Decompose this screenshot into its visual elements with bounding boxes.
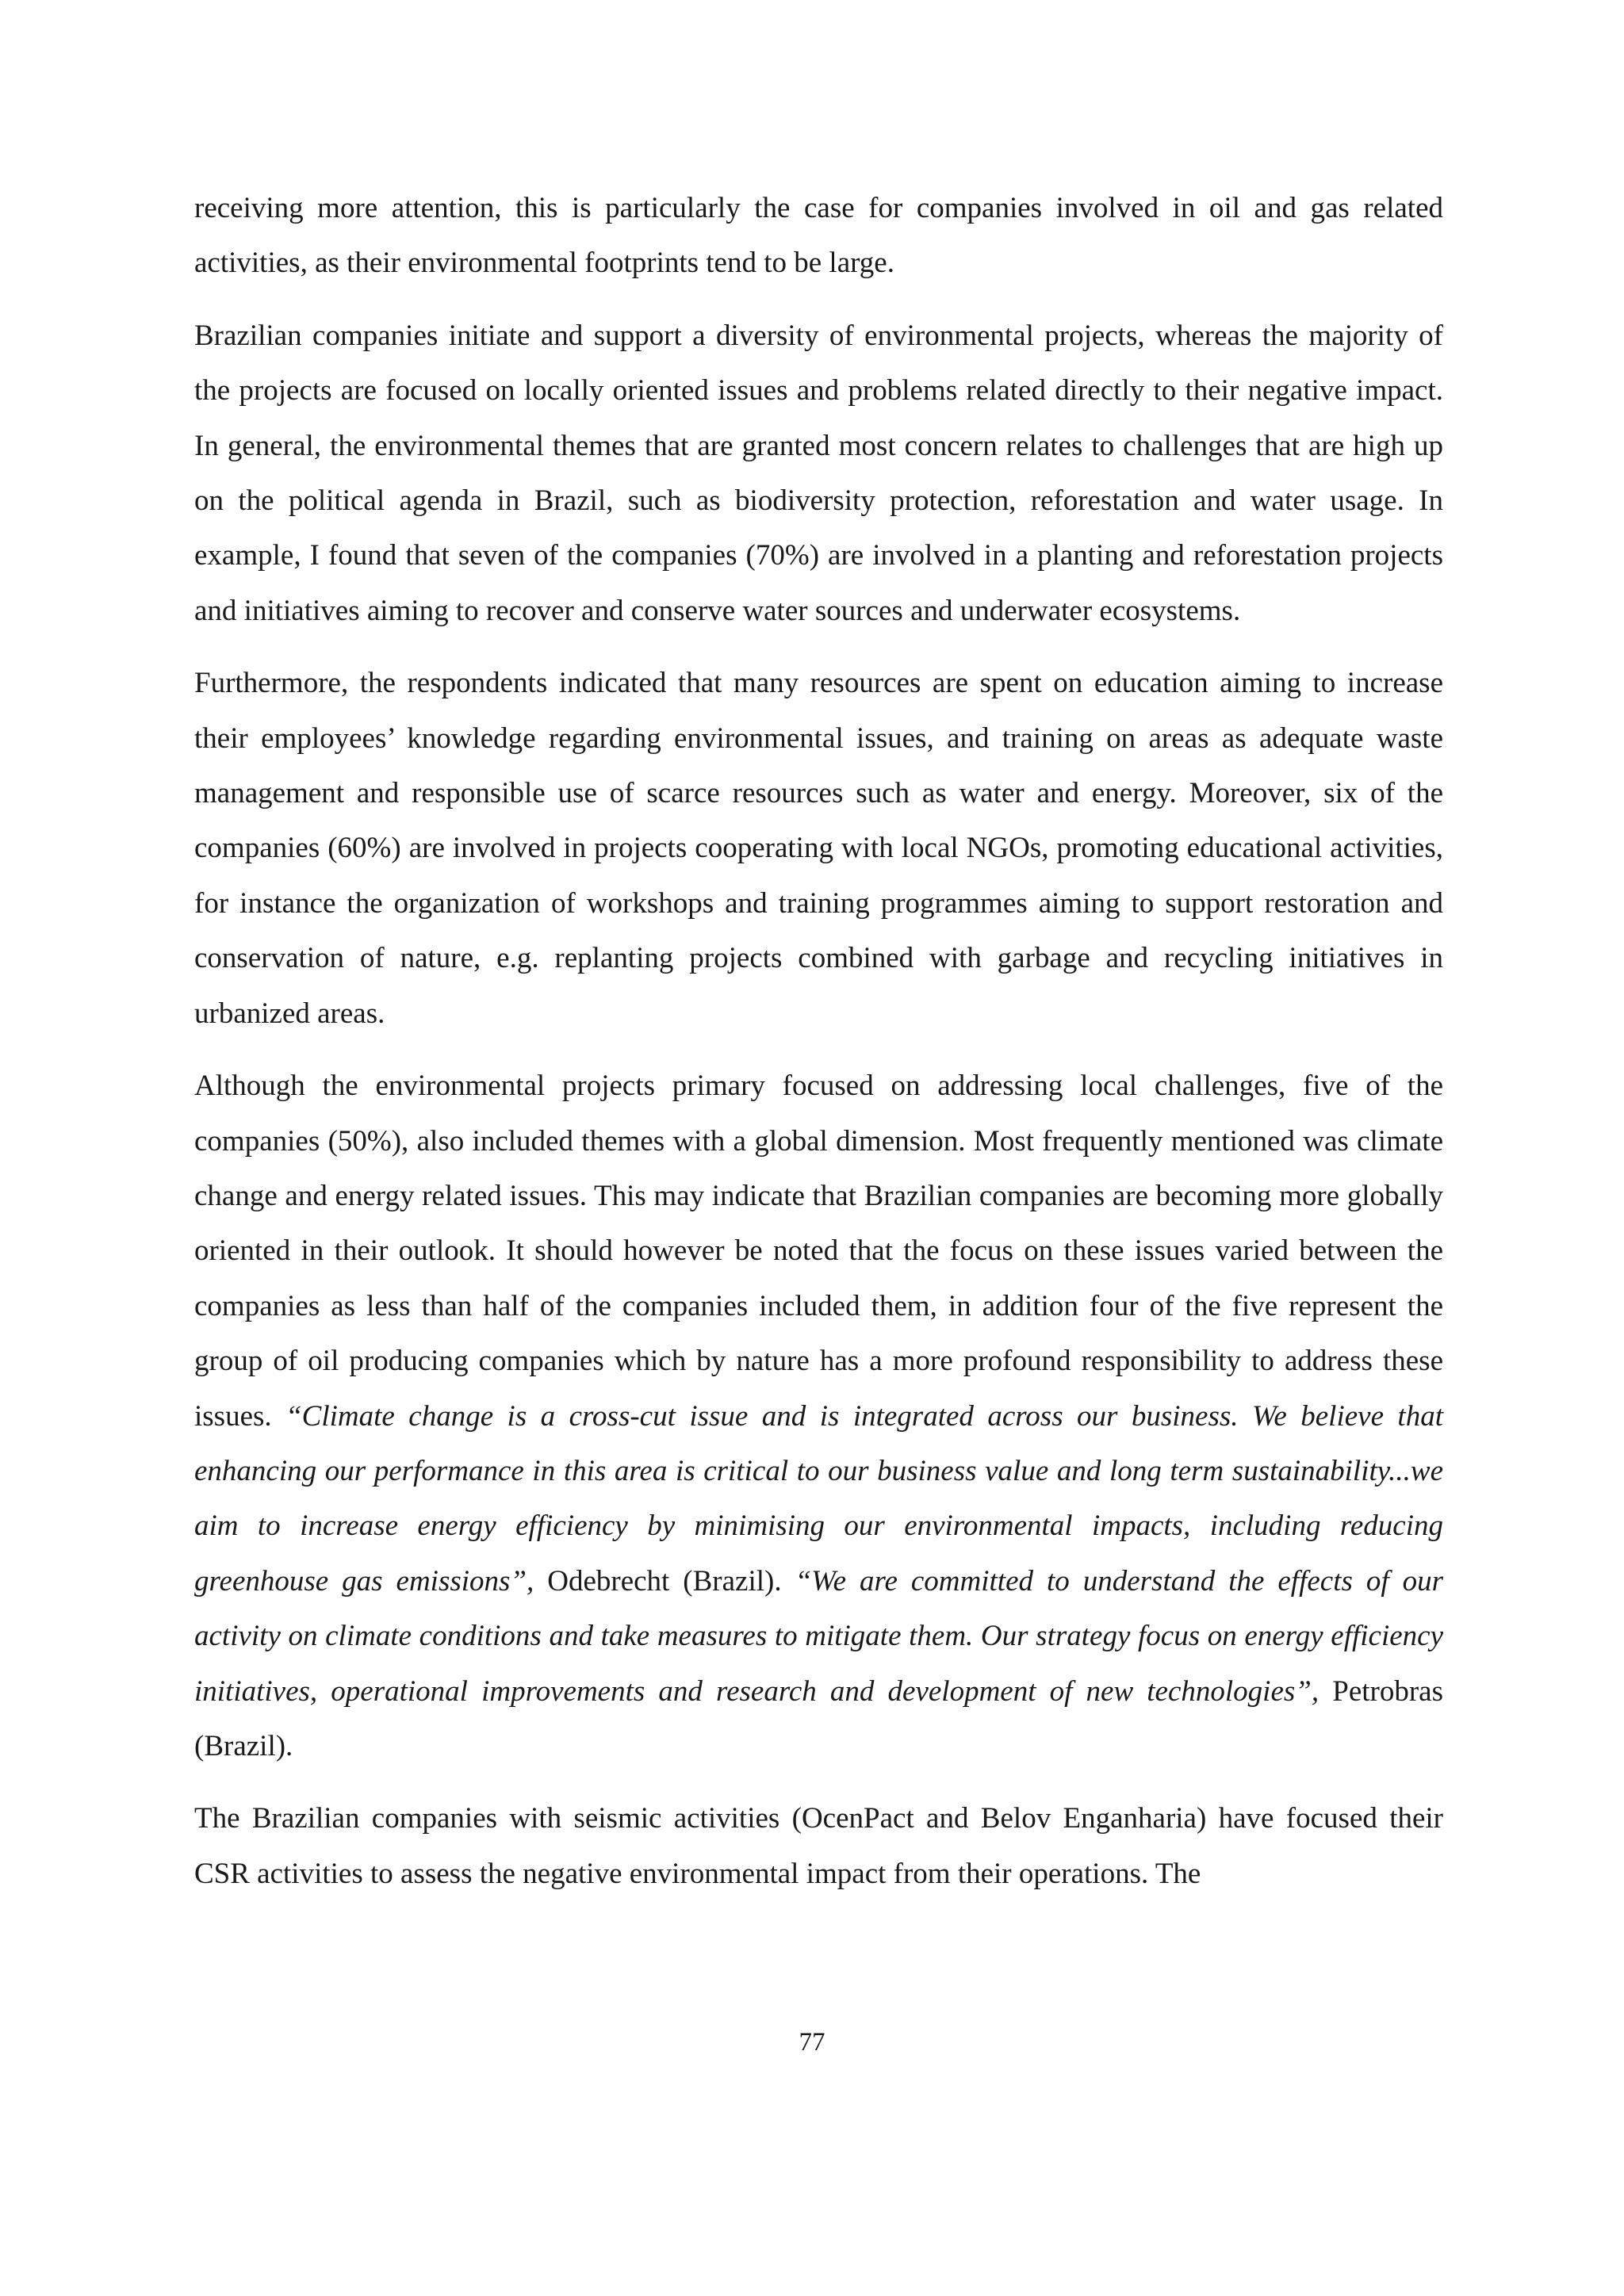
paragraph-2: Brazilian companies initiate and support a diversity of environmental projects, whereas the majority of the projects are focused on locally oriented issues and problems related directly to their negative impact. In general, the environmental themes that are granted most concern relates to challenges that are high up on the political agenda in Brazil, such as biodiversity protection, reforestation and water usage. In example, I found that seven of the companies (70%) are involved in a planting and reforestation projects and initiatives aiming to recover and conserve water sources and underwater ecosystems. xyxy=(194,319,1443,627)
quote-petrobras: “We are committed to understand the effects of our activity on climate conditions and take measures to mitigate them. Our strategy focus on energy efficiency initiatives, operational improvements and research and development of new technologies”, xyxy=(194,1564,1443,1708)
source-petrobras: Petrobras (Brazil). xyxy=(194,1674,1443,1762)
document-body xyxy=(194,181,1443,1919)
source-odebrecht: Odebrecht (Brazil). xyxy=(534,1564,795,1598)
paragraph-3: Furthermore, the respondents indicated that many resources are spent on education aiming to increase their employees’ knowledge regarding environmental issues, and training on areas as adequate waste management and responsible use of scarce resources such as water and energy. Moreover, six of the companies (60%) are involved in projects cooperating with local NGOs, promoting educational activities, for instance the organization of workshops and training programmes aiming to support restoration and conservation of nature, e.g. replanting projects combined with garbage and recycling initiatives in urbanized areas. xyxy=(194,667,1443,1030)
paragraph-4 xyxy=(194,1058,1443,1774)
paragraph-1: receiving more attention, this is particularly the case for companies involved in oil and gas related activities, as their environmental footprints tend to be large. xyxy=(194,192,1443,280)
page-number: 77 xyxy=(799,2028,825,2057)
paragraph-4-lead: Although the environmental projects primary focused on addressing local challenges, five of the companies (50%), also included themes with a global dimension. Most frequently mentioned was climate change and energy related issues. This may indicate that Brazilian companies are becoming more globally oriented in their outlook. It should however be noted that the focus on these issues varied between the companies as less than half of the companies included them, in addition four of the five represent the group of oil producing companies which by nature has a more profound responsibility to address these issues. xyxy=(194,1070,1443,1433)
paragraph-5: The Brazilian companies with seismic activities (OcenPact and Belov Enganharia) have focused their CSR activities to assess the negative environmental impact from their operations. The xyxy=(194,1802,1443,1890)
quote-odebrecht: “Climate change is a cross-cut issue and is integrated across our business. We believe that enhancing our performance in this area is critical to our business value and long term sustainability...we aim to increase energy efficiency by minimising our environmental impacts, including reducing greenhouse gas emissions”, xyxy=(194,1399,1443,1598)
